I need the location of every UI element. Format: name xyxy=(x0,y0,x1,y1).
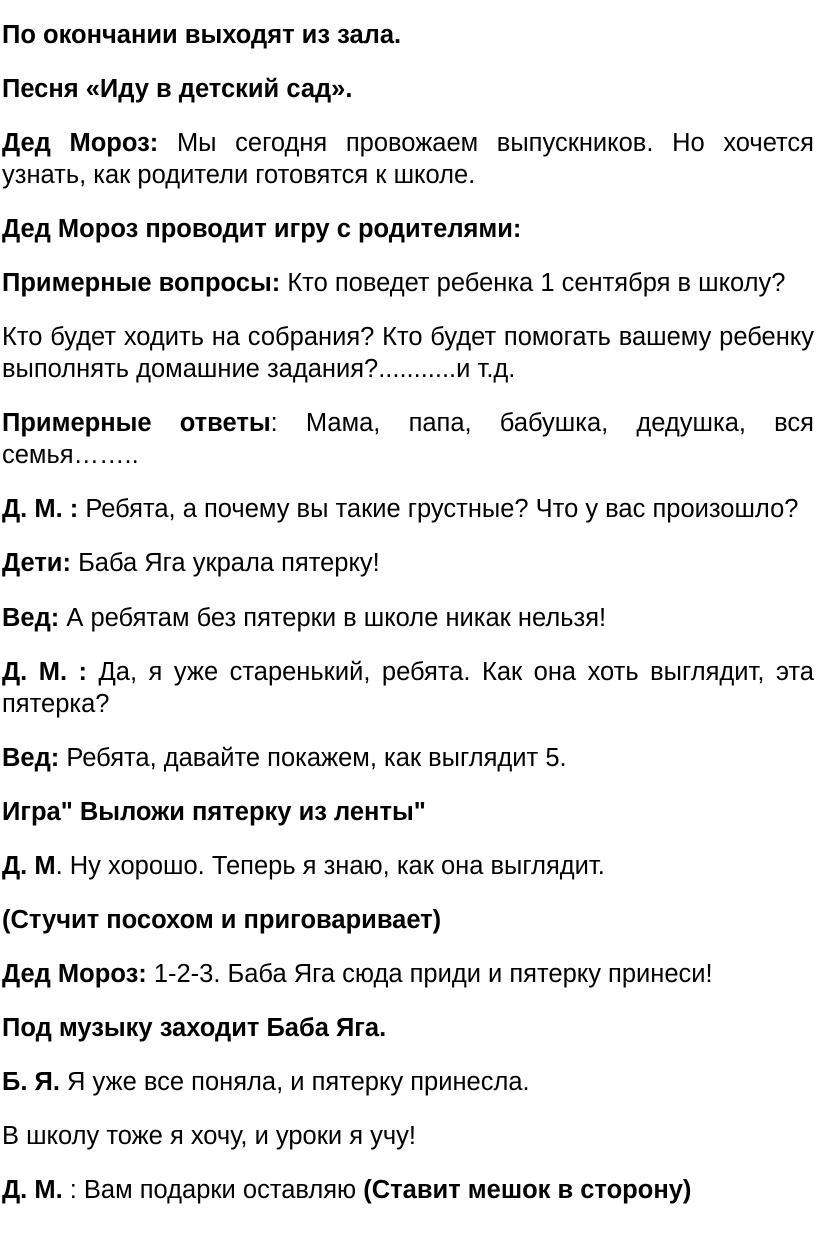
speech-text: В школу тоже я хочу, и уроки я учу! xyxy=(2,1122,416,1151)
speaker-label: Вед: xyxy=(2,603,60,632)
paragraph xyxy=(2,1013,814,1045)
speech-text: Я уже все поняла, и пятерку принесла. xyxy=(59,1068,530,1097)
paragraph xyxy=(2,494,814,526)
paragraph xyxy=(2,743,814,775)
paragraph xyxy=(2,657,814,721)
speech-text: А ребятам без пятерки в школе никак нельзя! xyxy=(59,603,607,632)
paragraph xyxy=(2,905,814,937)
speaker-label: Д. М. xyxy=(2,1176,63,1205)
stage-direction: (Ставит мешок в сторону) xyxy=(363,1176,692,1205)
bold-text: (Стучит посохом и приговаривает) xyxy=(2,905,442,934)
bold-text: Игра" Выложи пятерку из ленты" xyxy=(2,797,426,826)
speech-text: : Вам подарки оставляю xyxy=(62,1176,364,1205)
speech-text: 1-2-3. Баба Яга сюда приди и пятерку принеси! xyxy=(146,960,713,989)
speech-text: Баба Яга украла пятерку! xyxy=(70,549,380,578)
speaker-label: Примерные ответы xyxy=(2,409,271,438)
speaker-label: Дед Мороз: xyxy=(2,960,147,989)
bold-text: Песня «Иду в детский сад». xyxy=(2,75,353,104)
speech-text: . Ну хорошо. Теперь я знаю, как она выглядит. xyxy=(55,851,605,880)
paragraph xyxy=(2,322,814,386)
speech-text: Кто поведет ребенка 1 сентября в школу? xyxy=(280,269,786,298)
paragraph xyxy=(2,548,814,580)
speech-text: Кто будет ходить на собрания? Кто будет помогать вашему ребенку выполнять домашние задания?...........и т.д. xyxy=(2,323,814,384)
paragraph xyxy=(2,214,814,246)
speech-text: Мы сегодня провожаем выпускников. Но хочется узнать, как родители готовятся к школе. xyxy=(2,129,814,190)
paragraph xyxy=(2,959,814,991)
bold-text: По окончании выходят из зала. xyxy=(2,21,402,49)
paragraph xyxy=(2,1175,814,1207)
paragraph xyxy=(2,408,814,472)
speech-text: Ребята, а почему вы такие грустные? Что у вас произошло? xyxy=(78,495,799,524)
speech-text: : Мама, папа, бабушка, дедушка, вся семья…….. xyxy=(2,409,814,470)
speaker-label: Примерные вопросы: xyxy=(2,269,281,298)
speech-text: Ребята, давайте покажем, как выглядит 5. xyxy=(59,743,567,772)
paragraph xyxy=(2,128,814,192)
speech-text: Да, я уже старенький, ребята. Как она хоть выглядит, эта пятерка? xyxy=(2,657,814,718)
speaker-label: Д. М. : xyxy=(2,657,88,686)
speaker-label: Дед Мороз: xyxy=(2,129,159,158)
paragraph xyxy=(2,268,814,300)
paragraph xyxy=(2,1121,814,1153)
bold-text: Под музыку заходит Баба Яга. xyxy=(2,1014,387,1043)
speaker-label: Д. М xyxy=(2,851,56,880)
bold-text: Дед Мороз проводит игру с родителями: xyxy=(2,215,522,244)
speaker-label: Дети: xyxy=(2,549,71,578)
speaker-label: Б. Я. xyxy=(2,1068,60,1097)
speaker-label: Д. М. : xyxy=(2,495,79,524)
paragraph xyxy=(2,20,814,52)
paragraph xyxy=(2,797,814,829)
paragraph xyxy=(2,603,814,635)
speaker-label: Вед: xyxy=(2,743,60,772)
paragraph xyxy=(2,1067,814,1099)
paragraph xyxy=(2,74,814,106)
paragraph xyxy=(2,851,814,883)
